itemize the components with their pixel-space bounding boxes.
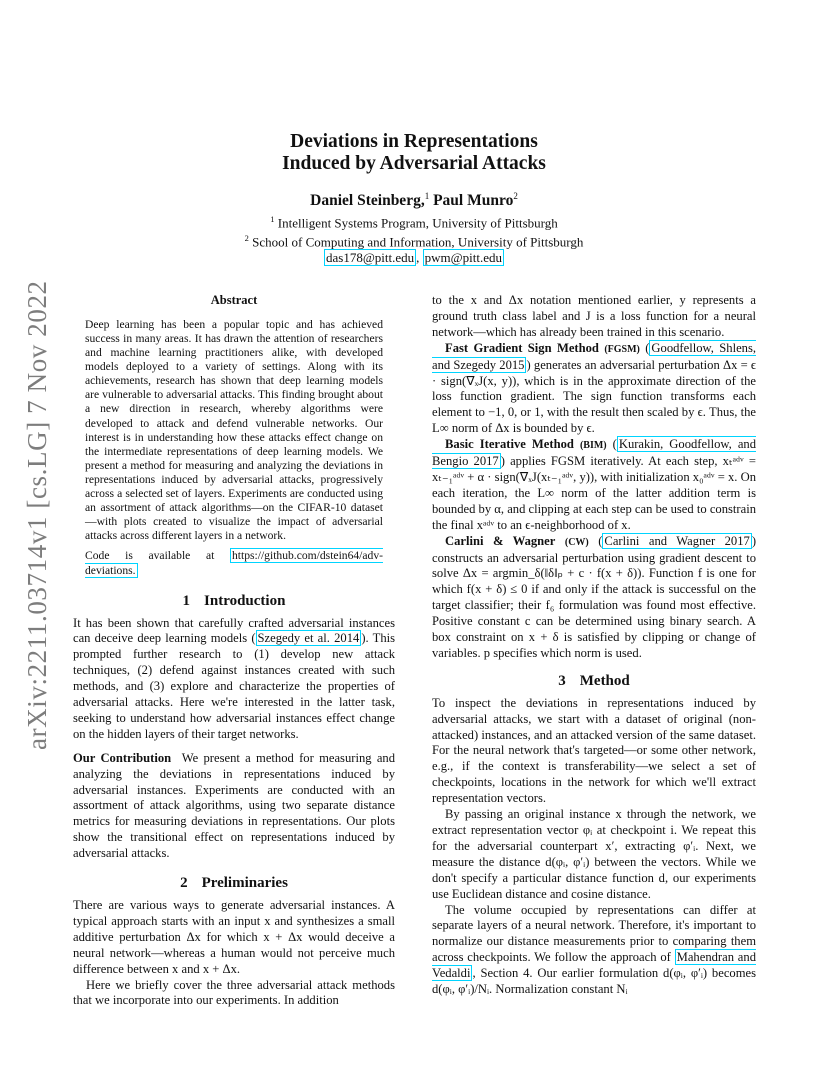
section-1-title: Introduction [204, 592, 286, 609]
citation-carlini[interactable]: Carlini and Wagner 2017 [604, 533, 750, 548]
email-separator: , [416, 249, 423, 265]
affiliations [0, 212, 828, 265]
cw-paragraph: Carlini & Wagner (CW) ( Carlini and Wagner 2017 ) constructs an adversarial perturbation using gradient descent to solve Δx = argmin_δ(‖δ‖ₚ + c · f(x + δ)). Function f is one for which f(x + δ) ≤ 0 if and only if the attack is successful on the target classifier; their f₆ formulation was found most effective. Positive constant c can be determined using binary search. A box constraint on x + δ is satisfied by clipping or change of variables. p specifies which norm is used. [432, 533, 757, 660]
code-link[interactable]: https://github.com/dstein64/adv-deviations. [85, 549, 383, 577]
bim-heading: Basic Iterative Method [445, 437, 574, 452]
affiliation-2: School of Computing and Information, University of Pittsburgh [252, 234, 584, 250]
citation-goodfellow[interactable]: Goodfellow, Shlens, and Szegedy 2015 [432, 340, 757, 372]
fgsm-heading: Fast Gradient Sign Method [445, 340, 599, 355]
method-paragraph-1: To inspect the deviations in representations induced by adversarial attacks, we start with a dataset of original (non-attacked) instances, and an attacked version of the same dataset. For the neural network that's targeted—or some other network, e.g., if the context is transferability—we select a set of checkpoints, locations in the network for which we'll extract representation vectors. [432, 695, 756, 806]
right-column [432, 293, 756, 998]
abstract-text: Deep learning has been a popular topic and has achieved success in many areas. It has drawn the attention of researchers and machine learning practitioners alike, with developed models deployed to a variety of settings. Along with its achievements, research has shown that deep learning models are vulnerable to adversarial attacks. This finding brought about a new direction in research, whereby algorithms were developed to attack and defend vulnerable networks. Our interest is in understanding how these attacks effect change on the intermediate representations of deep learning models. We present a method for measuring and analyzing the deviations in representations induced by adversarial attacks, progressively across a selected set of layers. Experiments are conducted using an assortment of attack algorithms—on the CIFAR-10 dataset—with plots created to visualize the impact of adversarial attacks across different layers in a network. [85, 317, 383, 543]
cw-abbr: (CW) [564, 536, 589, 548]
fgsm-text: generates an adversarial perturbation Δx = ϵ · sign(∇ₓJ(x, y)), which is in the approximate direction of the loss function gradient. The sign function transforms each element to −1, 0, or 1, with the result then scaled by ϵ. Thus, the L∞ norm of Δx is bounded by ϵ. [432, 357, 756, 436]
prelim-paragraph-1: There are various ways to generate adversarial instances. A typical approach starts with an input x and synthesizes a small additive perturbation Δx for which x + Δx would deceive a neural network—whereas a human would not perceive much difference between x and x + Δx. [73, 898, 395, 976]
intro-paragraph-1: It has been shown that carefully crafted adversarial instances can deceive deep learning models ( Szegedy et al. 2014 ). This prompted further research to (1) develop new attack techniques, (2) defend against instances created with such methods, and (3) explore and characterize the properties of adversarial attacks. Here we're interested in the latter task, seeking to understand how adversarial instances effect change on the hidden layers of their target networks. [73, 615, 396, 741]
author-2: Paul Munro [433, 192, 514, 210]
abstract-heading: Abstract [210, 293, 258, 307]
fgsm-abbr: (FGSM) [604, 343, 640, 355]
author-1: Daniel Steinberg, [310, 192, 425, 210]
section-3-number: 3 [558, 672, 566, 689]
email-link-1[interactable]: das178@pitt.edu [326, 249, 415, 265]
code-prefix: Code is available at [85, 549, 230, 563]
section-2-heading [73, 876, 395, 892]
section-1-heading [73, 594, 395, 610]
bim-abbr: (BIM) [579, 440, 607, 452]
emails [0, 250, 828, 266]
contribution-heading: Our Contribution [73, 750, 172, 765]
paper-title [0, 131, 828, 175]
method-paragraph-2: By passing an original instance x through the network, we extract representation vector φᵢ at checkpoint i. We repeat this for the adversarial counterpart x′, extracting φ′ᵢ. Next, we measure the distance d(φᵢ, φ′ᵢ) between the vectors. While we don't specify a particular distance function d, our experiments use Euclidean distance and cosine distance. [432, 807, 756, 901]
citation-kurakin[interactable]: Kurakin, Goodfellow, and Bengio 2017 [432, 437, 757, 469]
author-list [0, 191, 828, 210]
affil-1-mark: 1 [270, 214, 275, 224]
cw-heading: Carlini & Wagner [445, 533, 556, 548]
section-3-heading [432, 674, 756, 690]
contribution-paragraph [73, 751, 395, 862]
contribution-text: We present a method for measuring and analyzing the deviations in representations induced by adversarial instances. Experiments are conducted with an assortment of attack algorithms, using two separate distance metrics for measuring deviations in representations. Our plots show the transitional effect on representations induced by adversarial attacks. [73, 750, 396, 861]
section-2-title: Preliminaries [201, 875, 288, 892]
section-1-number: 1 [182, 592, 191, 609]
email-link-2[interactable]: pwm@pitt.edu [424, 249, 502, 265]
left-column [73, 293, 395, 1009]
section-2-number: 2 [180, 875, 188, 892]
title-line-2: Induced by Adversarial Attacks [282, 153, 546, 174]
author-2-affil-mark: 2 [513, 191, 518, 201]
title-line-1: Deviations in Representations [290, 131, 538, 152]
bim-paragraph: Basic Iterative Method (BIM) ( Kurakin, Goodfellow, and Bengio 2017 ) applies FGSM iteratively. At each step, xₜᵃᵈᵛ = xₜ₋₁ᵃᵈᵛ + α · sign(∇ₓJ(xₜ₋₁ᵃᵈᵛ, y)), with initialization x₀ᵃᵈᵛ = x. On each iteration, the L∞ norm of the latter addition term is bounded by α, and clipping at each step can be used to constrain the final xᵃᵈᵛ to an ϵ-neighborhood of x. [432, 437, 757, 532]
author-1-affil-mark: 1 [424, 191, 430, 201]
section-3-title: Method [579, 672, 630, 689]
citation-szegedy[interactable]: Szegedy et al. 2014 [257, 631, 360, 646]
code-availability [73, 549, 395, 577]
cw-text: constructs an adversarial perturbation using gradient descent to solve Δx = argmin_δ(‖δ‖ₚ + c · f(x + δ)). Function f is one for which f(x + δ) ≤ 0 if and only if the attack is successful on the target classifier; their f₆ formulation was found most effective. Positive constant c can be determined using binary search. A box constraint on x + δ is satisfied by clipping or change of variables. p specifies which norm is used. [432, 550, 756, 660]
arxiv-side-stamp: arXiv:2211.03714v1 [cs.LG] 7 Nov 2022 [22, 280, 52, 750]
bim-text: applies FGSM iteratively. At each step, xₜᵃᵈᵛ = xₜ₋₁ᵃᵈᵛ + α · sign(∇ₓJ(xₜ₋₁ᵃᵈᵛ, y)), with initialization x₀ᵃᵈᵛ = x. On each iteration, the L∞ norm of the latter addition term is bounded by α, and clipping at each step can be used to constrain the final xᵃᵈᵛ to an ϵ-neighborhood of x. [432, 454, 756, 532]
fgsm-paragraph: Fast Gradient Sign Method (FGSM) ( Goodfellow, Shlens, and Szegedy 2015 ) generates an adversarial perturbation Δx = ϵ · sign(∇ₓJ(x, y)), which is in the approximate direction of the loss function gradient. The sign function transforms each element to −1, 0, or 1, with the result then scaled by ϵ. Thus, the L∞ norm of Δx is bounded by ϵ. [432, 340, 757, 436]
prelim-continued: to the x and Δx notation mentioned earlier, y represents a ground truth class label and J is a loss function for a neural network—which has already been trained in this scenario. [432, 293, 756, 339]
affil-2-mark: 2 [244, 232, 249, 243]
method-paragraph-3: The volume occupied by representations can differ at separate layers of a neural network. Therefore, it's important to normalize our distance measurements prior to comparing them across checkpoints. We follow the approach of Mahendran and Vedaldi , Section 4. Our earlier formulation d(φᵢ, φ′ᵢ) becomes d(φᵢ, φ′ᵢ)/Nᵢ. Normalization constant Nᵢ [432, 902, 756, 997]
prelim-paragraph-2: Here we briefly cover the three adversarial attack methods that we incorporate into our experiments. In addition [73, 977, 395, 1008]
citation-mahendran[interactable]: Mahendran and Vedaldi [432, 950, 756, 981]
affiliation-1: Intelligent Systems Program, University of Pittsburgh [277, 215, 558, 231]
